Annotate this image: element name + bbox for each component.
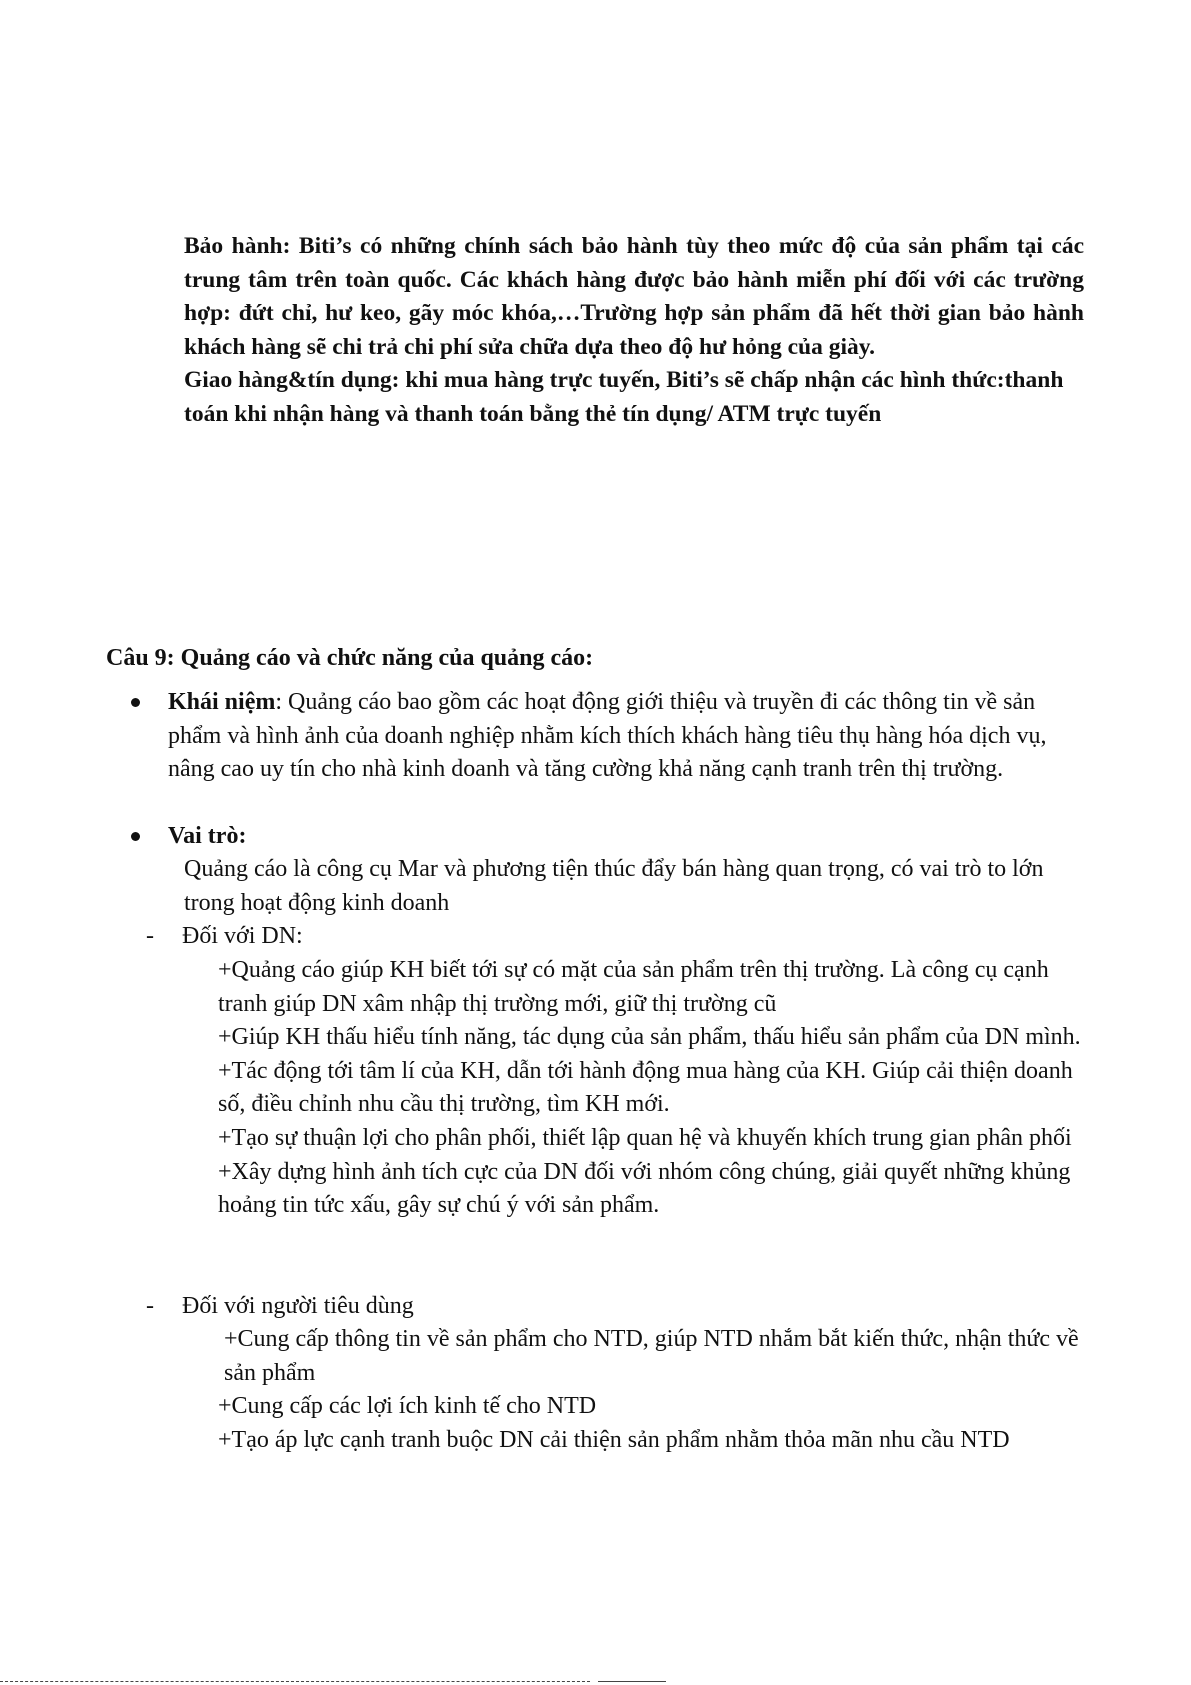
bullet-dot-icon (131, 698, 140, 707)
dash-marker: - (146, 923, 154, 949)
list-item: +Tạo áp lực cạnh tranh buộc DN cải thiện sản phẩm nhằm thỏa mãn nhu cầu NTD (218, 1426, 1010, 1453)
bullet-dot-icon (131, 832, 140, 841)
list-item: +Cung cấp các lợi ích kinh tế cho NTD (218, 1393, 597, 1420)
role-bullet (168, 820, 1088, 854)
concept-text: : Quảng cáo bao gồm các hoạt động giới thiệu và truyền đi các thông tin về sản phẩm và hình ảnh của doanh nghiệp nhằm kích thích khách hàng tiêu thụ hàng hóa dịch vụ, nâng cao uy tín cho nhà kinh doanh và tăng cường khả năng cạnh tranh trên thị trường. (168, 689, 1047, 783)
business-heading (146, 920, 303, 954)
list-item: +Quảng cáo giúp KH biết tới sự có mặt của sản phẩm trên thị trường. Là công cụ cạnh tranh giúp DN xâm nhập thị trường mới, giữ thị trường cũ (218, 957, 1049, 1017)
business-list (218, 954, 1098, 1223)
list-item: +Giúp KH thấu hiểu tính năng, tác dụng của sản phẩm, thấu hiểu sản phẩm của DN mình. (218, 1024, 1081, 1051)
role-label: Vai trò: (168, 823, 247, 849)
warranty-paragraph: Bảo hành: Biti’s có những chính sách bảo hành tùy theo mức độ của sản phẩm tại các trung tâm trên toàn quốc. Các khách hàng được bảo hành miễn phí đối với các trường hợp: đứt chỉ, hư keo, gãy móc khóa,…Trường hợp sản phẩm đã hết thời gian bảo hành khách hàng sẽ chi trả chi phí sửa chữa dựa theo độ hư hỏng của giày. (184, 233, 1084, 360)
consumer-label: Đối với người tiêu dùng (182, 1293, 414, 1319)
list-item: +Cung cấp thông tin về sản phẩm cho NTD, giúp NTD nhắm bắt kiến thức, nhận thức về sản phẩm (224, 1326, 1079, 1386)
warranty-delivery-block (184, 230, 1084, 431)
concept-paragraph (168, 686, 1088, 787)
section-title: Câu 9: Quảng cáo và chức năng của quảng cáo: (106, 645, 594, 671)
consumer-list (218, 1323, 1098, 1457)
concept-bullet (168, 686, 1088, 787)
concept-label: Khái niệm (168, 689, 276, 715)
list-item: +Xây dựng hình ảnh tích cực của DN đối với nhóm công chúng, giải quyết những khủng hoảng tin tức xấu, gây sự chú ý với sản phẩm. (218, 1158, 1071, 1219)
business-label: Đối với DN: (182, 923, 303, 949)
role-description: Quảng cáo là công cụ Mar và phương tiện thúc đẩy bán hàng quan trọng, có vai trò to lớn trong hoạt động kinh doanh (184, 856, 1044, 916)
delivery-credit-paragraph: Giao hàng&tín dụng: khi mua hàng trực tuyến, Biti’s sẽ chấp nhận các hình thức:thanh toán khi nhận hàng và thanh toán bằng thẻ tín dụng/ ATM trực tuyến (184, 367, 1064, 427)
dash-marker: - (146, 1293, 154, 1319)
consumer-heading (146, 1290, 414, 1324)
page-bottom-divider-segment (598, 1681, 666, 1682)
page-bottom-divider (0, 1681, 590, 1682)
list-item: +Tác động tới tâm lí của KH, dẫn tới hành động mua hàng của KH. Giúp cải thiện doanh số, điều chỉnh nhu cầu thị trường, tìm KH mới. (218, 1057, 1073, 1118)
list-item: +Tạo sự thuận lợi cho phân phối, thiết lập quan hệ và khuyến khích trung gian phân phối (218, 1124, 1072, 1151)
